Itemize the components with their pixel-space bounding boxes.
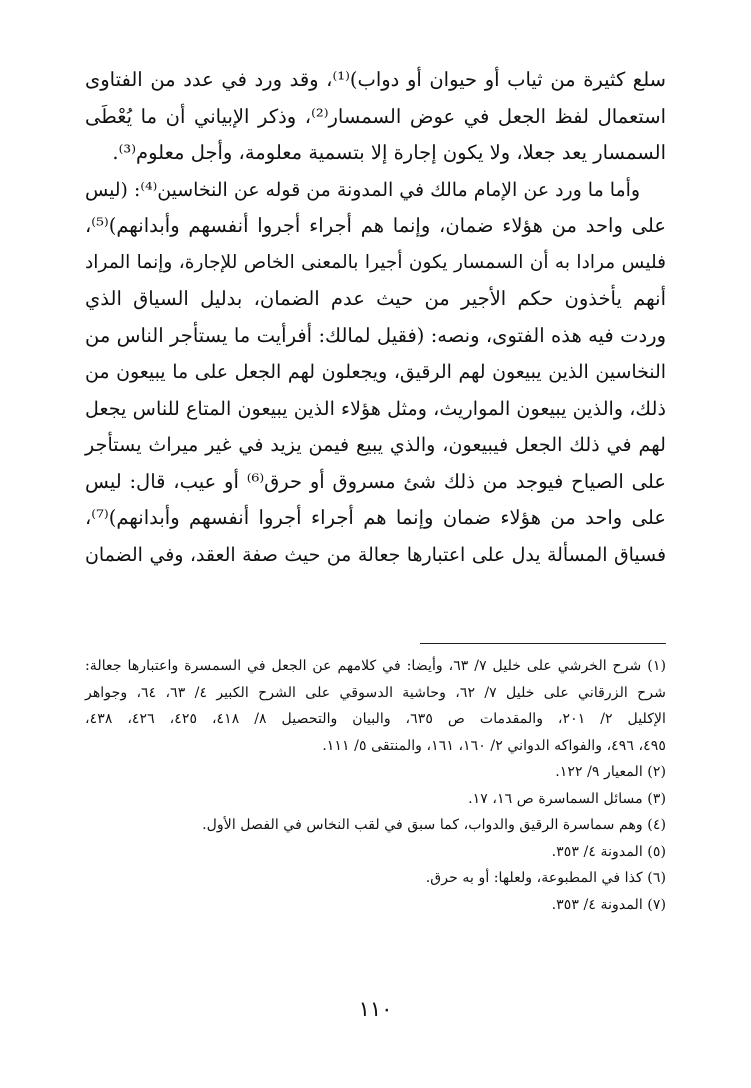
footnotes [85,653,666,918]
text-line: فسياق المسألة يدل على اعتبارها جعالة من حيث صفة العقد، وفي الضمان [85,543,666,566]
text-line: استعمال لفظ الجعل في عوض السمسار⁽²⁾، وذكر الإبياني أن ما يُعْطَى [85,104,666,128]
text-line: السمسار يعد جعلا، ولا يكون إجارة إلا بتسمية معلومة، وأجل معلوم⁽³⁾. [112,141,666,164]
footnote-line: (٦) كذا في المطبوعة، ولعلها: أو به حرق. [425,870,666,886]
text-line: أنهم يأخذون حكم الأجير من حيث عدم الضمان، بدليل السياق الذي [85,287,666,310]
text-line: على واحد من هؤلاء ضمان، وإنما هم أجراء أجروا أنفسهم وأبدانهم)⁽⁵⁾، [85,214,666,237]
footnote-line: (٢) المعيار ٩/ ١٢٢. [555,764,666,780]
footnote-separator [420,643,666,644]
text-line: على الصياح فيوجد من ذلك شئ مسروق أو حرق⁽⁶⁾ أو عيب، قال: ليس [85,469,666,493]
footnote-line: (٧) المدونة ٤/ ٣٥٣. [551,896,666,913]
page-number: ١١٠ [358,997,393,1021]
footnote-line: (٥) المدونة ٤/ ٣٥٣. [551,843,666,860]
footnote-line: (٣) مسائل السماسرة ص ١٦، ١٧. [468,790,666,807]
text-line: ذلك، والذين يبيعون المواريث، ومثل هؤلاء الذين يبيعون المتاع للناس يجعل [85,396,666,420]
text-line: لهم في ذلك الجعل فيبيعون، والذي يبيع فيمن يزيد في غير ميراث يستأجر [85,433,666,456]
text-line: وأما ما ورد عن الإمام مالك في المدونة من قوله عن النخاسين⁽⁴⁾: (ليس [85,178,640,201]
text-line: النخاسين الذين يبيعون لهم الرقيق، ويجعلون لهم الجعل على ما يبيعون من [85,361,666,383]
footnote-line: ٤٩٥، ٤٩٦، والفواكه الدواني ٢/ ١٦٠، ١٦١، والمنتقى ٥/ ١١١. [322,737,666,754]
footnote-line: (١) شرح الخرشي على خليل ٧/ ٦٣، وأيضا: في كلامهم عن الجعل في السمسرة واعتبارها جعالة: [85,658,666,674]
text-line: وردت فيه هذه الفتوى، ونصه: (فقيل لمالك: أفرأيت ما يستأجر الناس من [85,323,666,347]
footnote-line: شرح الزرقاني على خليل ٧/ ٦٢، وحاشية الدسوقي على الشرح الكبير ٤/ ٦٣، ٦٤، وجواهر [85,684,667,701]
footnote-line: الإكليل ٢/ ٢٠١، والمقدمات ص ٦٣٥، والبيان والتحصيل ٨/ ٤١٨، ٤٢٥، ٤٢٦، ٤٣٨، [85,711,667,727]
footnote-line: (٤) وهم سماسرة الرقيق والدواب، كما سبق في لقب النخاس في الفصل الأول. [202,817,666,833]
text-line: سلع كثيرة من ثياب أو حيوان أو دواب)⁽¹⁾، وقد ورد في عدد من الفتاوى [85,68,666,91]
text-line: فليس مرادا به أن السمسار يكون أجيرا بالمعنى الخاص للإجارة، وإنما المراد [85,251,666,273]
main-text [85,62,666,573]
text-line: على واحد من هؤلاء ضمان وإنما هم أجراء أجروا أنفسهم وأبدانهم)⁽⁷⁾، [85,506,666,529]
